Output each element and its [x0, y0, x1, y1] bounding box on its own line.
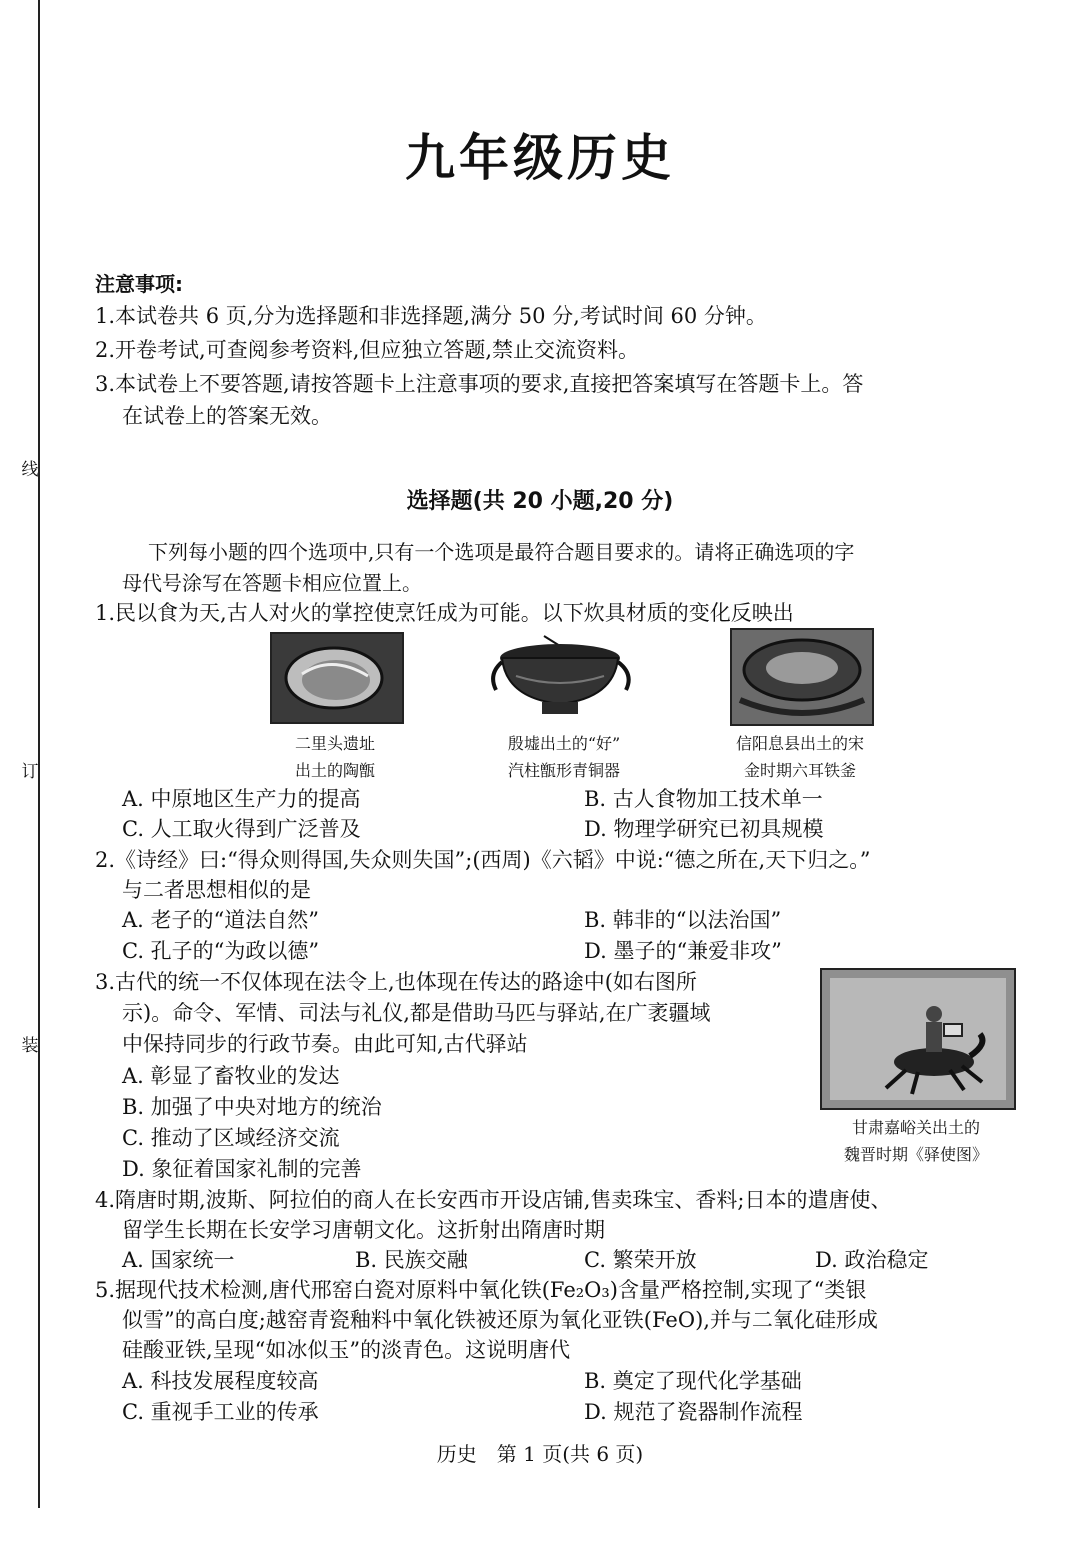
q5-stem-cont-2: 硅酸亚铁,呈现“如冰似玉”的淡青色。这说明唐代	[122, 1338, 571, 1362]
q1-option-a: A. 中原地区生产力的提高	[122, 787, 361, 811]
q5-option-a: A. 科技发展程度较高	[122, 1369, 319, 1393]
iron-cauldron-drawing	[732, 630, 872, 724]
courier-painting-image	[820, 968, 1016, 1110]
section-instruction-cont: 母代号涂写在答题卡相应位置上。	[122, 571, 422, 595]
caption-line: 甘肃嘉峪关出土的	[851, 1118, 980, 1137]
q3-caption	[818, 1114, 1014, 1168]
q5-option-b: B. 奠定了现代化学基础	[584, 1369, 802, 1393]
q4-option-d: D. 政治稳定	[815, 1248, 929, 1272]
q2-stem-cont: 与二者思想相似的是	[122, 878, 311, 902]
note-item-3-cont: 在试卷上的答案无效。	[122, 404, 332, 428]
caption-line: 信阳息县出土的宋	[735, 734, 864, 753]
caption-line: 二里头遗址	[294, 734, 375, 753]
q4-option-c: C. 繁荣开放	[584, 1248, 697, 1272]
q1-caption-1	[275, 730, 395, 784]
section-instruction: 下列每小题的四个选项中,只有一个选项是最符合题目要求的。请将正确选项的字	[148, 540, 855, 564]
q5-stem-cont-1: 似雪”的高白度;越窑青瓷釉料中氧化铁被还原为氧化亚铁(FeO),并与二氧化硅形成	[122, 1308, 878, 1332]
q4-stem: 4.隋唐时期,波斯、阿拉伯的商人在长安西市开设店铺,售卖珠宝、香料;日本的遣唐使、	[95, 1188, 892, 1212]
bronze-vessel-image	[486, 632, 638, 722]
q5-stem: 5.据现代技术检测,唐代邢窑白瓷对原料中氧化铁(Fe₂O₃)含量严格控制,实现了“类银	[95, 1278, 867, 1302]
q1-option-b: B. 古人食物加工技术单一	[584, 787, 823, 811]
binding-char-zhuang: 装	[21, 1036, 39, 1056]
q5-option-d: D. 规范了瓷器制作流程	[584, 1400, 803, 1424]
q4-stem-cont: 留学生长期在长安学习唐朝文化。这折射出隋唐时期	[122, 1218, 605, 1242]
q1-caption-2	[484, 730, 644, 784]
binding-line	[38, 0, 40, 1508]
q1-option-c: C. 人工取火得到广泛普及	[122, 817, 361, 841]
caption-line: 殷墟出土的“好”	[507, 734, 621, 753]
bronze-vessel-drawing	[486, 632, 638, 722]
page-title: 九年级历史	[405, 129, 675, 187]
binding-char-ding: 订	[21, 762, 39, 782]
q4-option-a: A. 国家统一	[122, 1248, 235, 1272]
caption-line: 出土的陶甑	[294, 761, 375, 780]
q2-option-d: D. 墨子的“兼爱非攻”	[584, 939, 782, 963]
q2-option-a: A. 老子的“道法自然”	[122, 908, 319, 932]
courier-painting-drawing	[822, 970, 1014, 1108]
iron-cauldron-image	[730, 628, 874, 726]
notes-heading: 注意事项:	[95, 272, 183, 296]
pottery-steamer-drawing	[272, 634, 402, 722]
binding-char-xian: 线	[21, 460, 39, 480]
q3-option-d: D. 象征着国家礼制的完善	[122, 1157, 362, 1181]
q3-option-a: A. 彰显了畜牧业的发达	[122, 1064, 340, 1088]
note-item-1: 1.本试卷共 6 页,分为选择题和非选择题,满分 50 分,考试时间 60 分钟。	[95, 304, 767, 328]
section-title: 选择题(共 20 小题,20 分)	[406, 489, 674, 514]
q1-option-d: D. 物理学研究已初具规模	[584, 817, 824, 841]
q2-option-c: C. 孔子的“为政以德”	[122, 939, 320, 963]
q1-stem: 1.民以食为天,古人对火的掌控使烹饪成为可能。以下炊具材质的变化反映出	[95, 601, 794, 625]
caption-line: 金时期六耳铁釜	[743, 761, 856, 780]
q2-stem: 2.《诗经》曰:“得众则得国,失众则失国”;(西周)《六韬》中说:“德之所在,天下归之。”	[95, 848, 871, 872]
page-footer: 历史 第 1 页(共 6 页)	[436, 1442, 644, 1466]
q3-stem: 3.古代的统一不仅体现在法令上,也体现在传达的路途中(如右图所	[95, 970, 697, 994]
q2-option-b: B. 韩非的“以法治国”	[584, 908, 782, 932]
caption-line: 汽柱甑形青铜器	[507, 761, 620, 780]
pottery-steamer-image	[270, 632, 404, 724]
q1-caption-3	[708, 730, 892, 784]
note-item-3: 3.本试卷上不要答题,请按答题卡上注意事项的要求,直接把答案填写在答题卡上。答	[95, 372, 864, 396]
q4-option-b: B. 民族交融	[355, 1248, 468, 1272]
q5-option-c: C. 重视手工业的传承	[122, 1400, 319, 1424]
q3-stem-cont-2: 中保持同步的行政节奏。由此可知,古代驿站	[122, 1032, 528, 1056]
note-item-2: 2.开卷考试,可查阅参考资料,但应独立答题,禁止交流资料。	[95, 338, 640, 362]
q3-option-b: B. 加强了中央对地方的统治	[122, 1095, 382, 1119]
caption-line: 魏晋时期《驿使图》	[843, 1145, 988, 1164]
q3-stem-cont-1: 示)。命令、军情、司法与礼仪,都是借助马匹与驿站,在广袤疆域	[122, 1001, 711, 1025]
q3-option-c: C. 推动了区域经济交流	[122, 1126, 340, 1150]
